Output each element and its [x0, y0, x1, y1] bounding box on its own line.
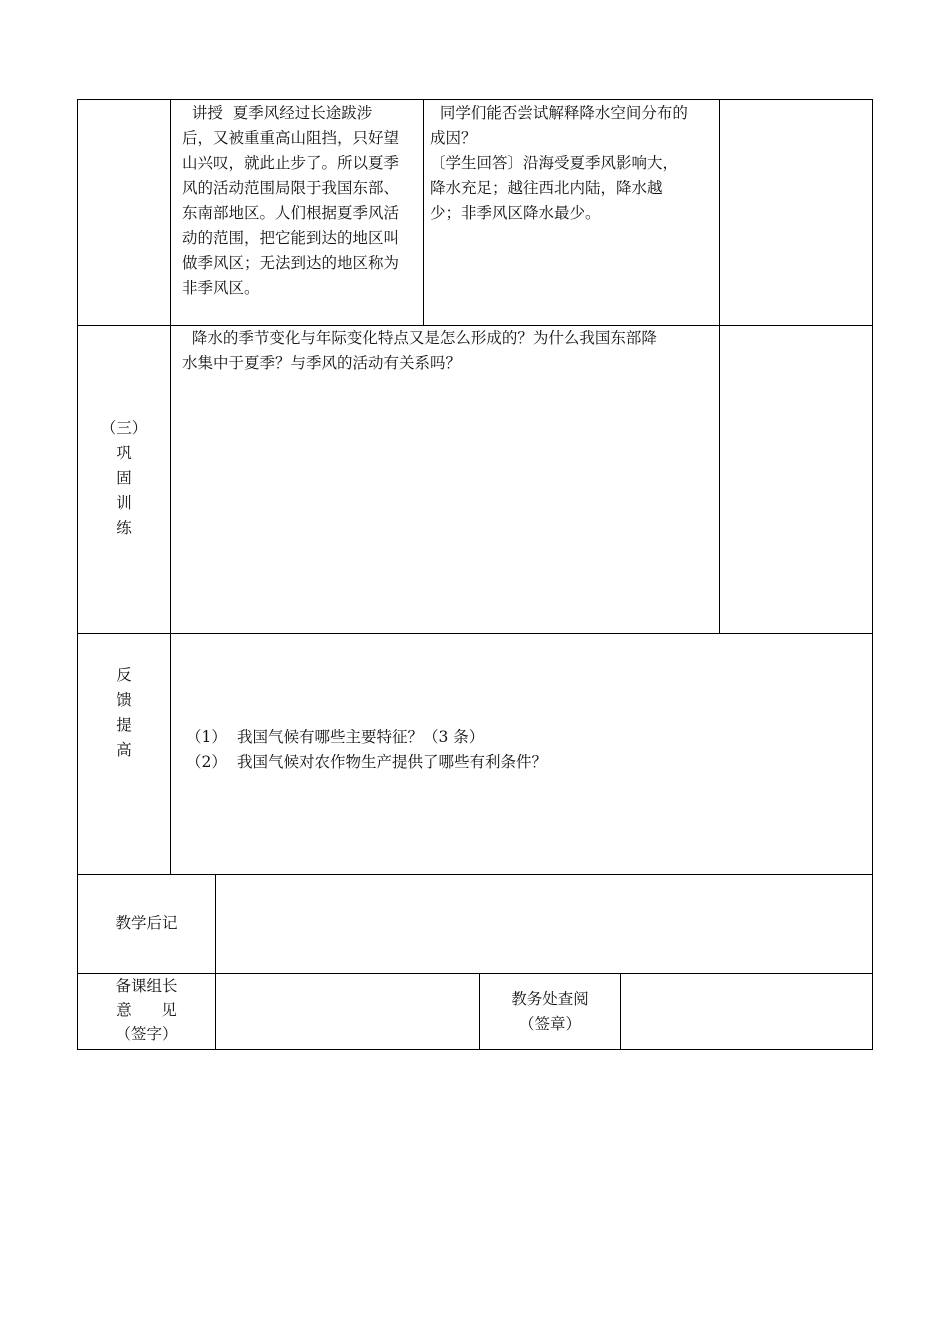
student-line: 少；非季风区降水最少。 [430, 204, 601, 222]
student-line: 成因？ [430, 129, 477, 147]
content-line: 降水的季节变化与年际变化特点又是怎么形成的？为什么我国东部降 [182, 329, 657, 347]
consolidation-content [182, 326, 717, 376]
teacher-line: 东南部地区。人们根据夏季风活 [182, 204, 400, 222]
label-line: 巩 [116, 444, 132, 462]
label-line: （签章） [518, 1015, 581, 1033]
student-line: 〔学生回答〕沿海受夏季风影响大， [430, 154, 679, 172]
label-line: 固 [116, 469, 132, 487]
label-line: 练 [116, 519, 132, 537]
feedback-label [78, 663, 170, 763]
label-line: 教务处查阅 [511, 990, 589, 1008]
teacher-line: 山兴叹，就此止步了。所以夏季 [182, 154, 400, 172]
teacher-line: 做季风区；无法到达的地区称为 [182, 254, 400, 272]
teacher-line: 后，又被重重高山阻挡，只好望 [182, 129, 400, 147]
student-activity-cell [430, 101, 716, 226]
label-line: 高 [116, 741, 132, 759]
consolidation-label [78, 416, 170, 541]
label-line: （签字） [115, 1025, 178, 1043]
label-line: 训 [116, 494, 132, 512]
content-line: 水集中于夏季？与季风的活动有关系吗？ [182, 354, 462, 372]
teacher-line: 动的范围，把它能到达的地区叫 [182, 229, 400, 247]
group-leader-label [78, 974, 215, 1046]
student-line: 同学们能否尝试解释降水空间分布的 [430, 104, 688, 122]
label-line: （三） [100, 419, 148, 437]
label-line: 提 [116, 716, 132, 734]
student-line: 降水充足；越往西北内陆，降水越 [430, 179, 663, 197]
teacher-line: 非季风区。 [182, 279, 260, 297]
teacher-line: 讲授 夏季风经过长途跋涉 [182, 104, 373, 122]
label-line: 馈 [116, 691, 132, 709]
academic-office-label [480, 987, 620, 1037]
teacher-activity-cell [182, 101, 420, 301]
label-line: 反 [116, 666, 132, 684]
teacher-line: 风的活动范围局限于我国东部、 [182, 179, 400, 197]
question-item [186, 750, 866, 775]
question-text: 我国气候对农作物生产提供了哪些有利条件？ [237, 753, 548, 771]
label-line: 备课组长 [115, 977, 178, 995]
teaching-notes-label: 教学后记 [115, 914, 178, 932]
label-line: 意 见 [116, 1001, 177, 1019]
feedback-questions [186, 725, 866, 775]
question-text: 我国气候有哪些主要特征？（3 条） [237, 728, 485, 746]
question-number: （1） [186, 728, 227, 746]
question-number: （2） [186, 753, 227, 771]
question-item [186, 725, 866, 750]
